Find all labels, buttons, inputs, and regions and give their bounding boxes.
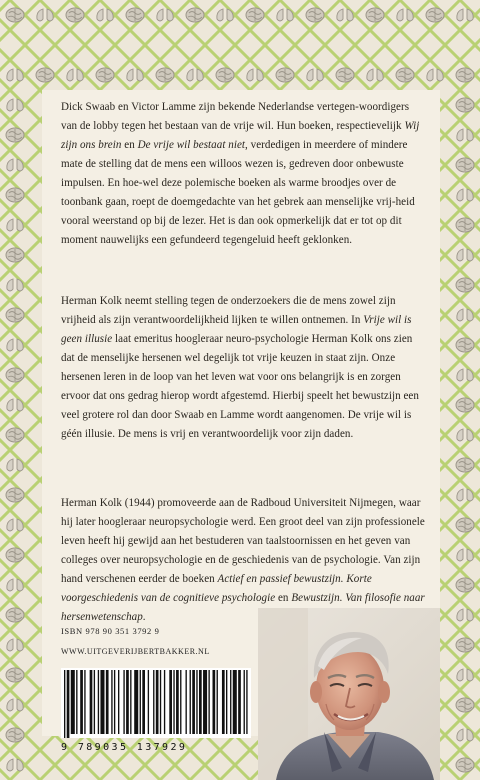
barcode-bar (130, 670, 131, 734)
brain-icon (186, 8, 204, 22)
brain-icon (126, 8, 144, 22)
barcode-bar (199, 670, 202, 734)
brain-icon (456, 518, 474, 532)
brain-icon (6, 428, 24, 442)
brain-icon (216, 68, 234, 82)
brain-icon (456, 698, 474, 712)
barcode-bar (98, 670, 99, 734)
brain-icon (96, 68, 114, 82)
brain-icon (396, 68, 414, 82)
barcode-bar (226, 670, 227, 734)
barcode (61, 668, 251, 738)
barcode-bar (246, 670, 247, 734)
italic-title: De vrije wil bestaat niet (137, 139, 246, 151)
brain-icon (6, 548, 24, 562)
paragraph-intro (61, 98, 425, 250)
brain-icon (456, 458, 474, 472)
barcode-bar (244, 670, 245, 734)
brain-icon (6, 608, 24, 622)
paragraph-text: , verdedigen in meerdere of mindere mate de stelling dat de mens een willoos wezen is, gedreven door onbewuste impulsen. En hoe-wel deze polemische boeken als warme broodjes over de toonbank gaan, roept de doemgedachte van het gebrek aan menselijke vrij-heid vooral weerstand op bij de lezer. Het is dan ook opmerkelijk dat er tot op dit moment nauwelijks een gefundeerd tegengeluid heeft geklonken. (61, 139, 415, 246)
brain-icon (336, 68, 354, 82)
barcode-bar (203, 670, 207, 734)
barcode-bar (190, 670, 191, 734)
barcode-bar (100, 670, 104, 734)
brain-icon (6, 488, 24, 502)
brain-icon (6, 368, 24, 382)
barcode-bar (140, 670, 141, 734)
barcode-bar (173, 670, 174, 734)
barcode-bar (76, 670, 77, 734)
brain-icon (456, 278, 474, 292)
barcode-bar (142, 670, 145, 734)
barcode-bar (230, 670, 231, 734)
barcode-bar (180, 670, 181, 734)
barcode-bar (114, 670, 115, 734)
barcode-bar (90, 670, 93, 734)
brain-icon (36, 68, 54, 82)
brain-icon (66, 8, 84, 22)
brain-icon (6, 668, 24, 682)
paragraph-text: en (121, 139, 138, 151)
brain-icon (456, 98, 474, 112)
brain-icon (426, 8, 444, 22)
brain-icon (6, 308, 24, 322)
brain-icon (246, 8, 264, 22)
barcode-bar (80, 670, 83, 734)
paragraph-argument (61, 292, 425, 444)
barcode-bar (84, 670, 85, 734)
paragraph-text: Herman Kolk (1944) promoveerde aan de Radboud Universiteit Nijmegen, waar hij later hoogleraar neuropsychologie werd. Een groot deel van zijn professionele leven heeft hij gewijd aan het bestuderen van taalstoornissen en het geven van colleges over neuropsychologie en de geschiedenis van de psychologie. Van zijn hand verschenen eerder de boeken (61, 497, 425, 585)
brain-icon (456, 578, 474, 592)
barcode-bar (123, 670, 124, 734)
paragraph-text: Dick Swaab en Victor Lamme zijn bekende Nederlandse vertegen-woordigers van de lobby tegen het bestaan van de vrije wil. Hun boeken, respectievelijk (61, 101, 410, 132)
barcode-bar (67, 670, 70, 738)
brain-icon (6, 188, 24, 202)
barcode-bar (222, 670, 225, 734)
brain-icon (6, 248, 24, 262)
barcode-bar (186, 670, 187, 734)
barcode-bar (111, 670, 112, 734)
barcode-bar (160, 670, 161, 734)
isbn-number: ISBN 978 90 351 3792 9 (61, 626, 160, 636)
barcode-bar (169, 670, 172, 734)
paragraph-text: en (275, 592, 292, 604)
brain-icon (456, 338, 474, 352)
barcode-bar (64, 670, 65, 738)
brain-icon (456, 398, 474, 412)
barcode-bar (71, 670, 75, 734)
paragraph-text: . (142, 611, 146, 623)
italic-title: Vrije wil is geen illusie (61, 314, 412, 345)
italic-title: Actief en passief bewustzijn. (217, 573, 344, 585)
barcode-bar (213, 670, 216, 734)
barcode-bar (233, 670, 237, 734)
brain-icon (6, 8, 24, 22)
barcode-bar (238, 670, 241, 734)
paragraph-text: laat emeritus hoogleraar neuro-psychologie Herman Kolk ons zien dat de menselijke hersenen wel degelijk tot vrije keuzen in staat zijn. Onze hersenen leren in de loop van het leven wat voor ons belangrijk is en zorgen ervoor dat ons gedrag hierop wordt afgestemd. Hierbij speelt het bewustzijn een veel grotere rol dan door Swaab en Lamme wordt aangenomen. De vrije wil is géén illusie. De mens is vrij en verantwoordelijk voor zijn daden. (61, 333, 419, 440)
brain-icon (366, 8, 384, 22)
barcode-bar (176, 670, 179, 734)
italic-title: Korte voorgeschiedenis van de cognitieve psychologie (61, 573, 372, 604)
barcode-bar (196, 670, 197, 734)
italic-title: Wij zijn ons brein (61, 120, 420, 151)
barcode-bar (192, 670, 195, 734)
brain-icon (456, 638, 474, 652)
paragraph-text: Herman Kolk neemt stelling tegen de onderzoekers die de mens zowel zijn vrijheid als zijn verantwoordelijkheid lijken te willen ontnemen. In (61, 295, 396, 326)
barcode-bar (217, 670, 218, 734)
brain-icon (456, 68, 474, 82)
barcode-bar (208, 670, 209, 734)
barcode-number: 9 789035 137929 (61, 742, 188, 753)
publisher-website: WWW.UITGEVERIJBERTBAKKER.NL (61, 647, 210, 656)
brain-icon (306, 8, 324, 22)
barcode-bar (134, 670, 138, 734)
barcode-bar (164, 670, 165, 734)
author-photo (258, 608, 440, 780)
brain-icon (276, 68, 294, 82)
brain-icon (456, 758, 474, 772)
barcode-bar (118, 670, 119, 734)
barcode-bar (156, 670, 159, 734)
brain-icon (156, 68, 174, 82)
barcode-bar (126, 670, 129, 734)
barcode-bar (94, 670, 95, 734)
brain-icon (6, 128, 24, 142)
barcode-bar (153, 670, 154, 734)
brain-icon (456, 158, 474, 172)
brain-icon (6, 728, 24, 742)
brain-icon (456, 218, 474, 232)
barcode-bar (148, 670, 149, 734)
barcode-bar (106, 670, 109, 734)
italic-title: Bewustzijn. Van filosofie naar hersenwetenschap (61, 592, 425, 623)
